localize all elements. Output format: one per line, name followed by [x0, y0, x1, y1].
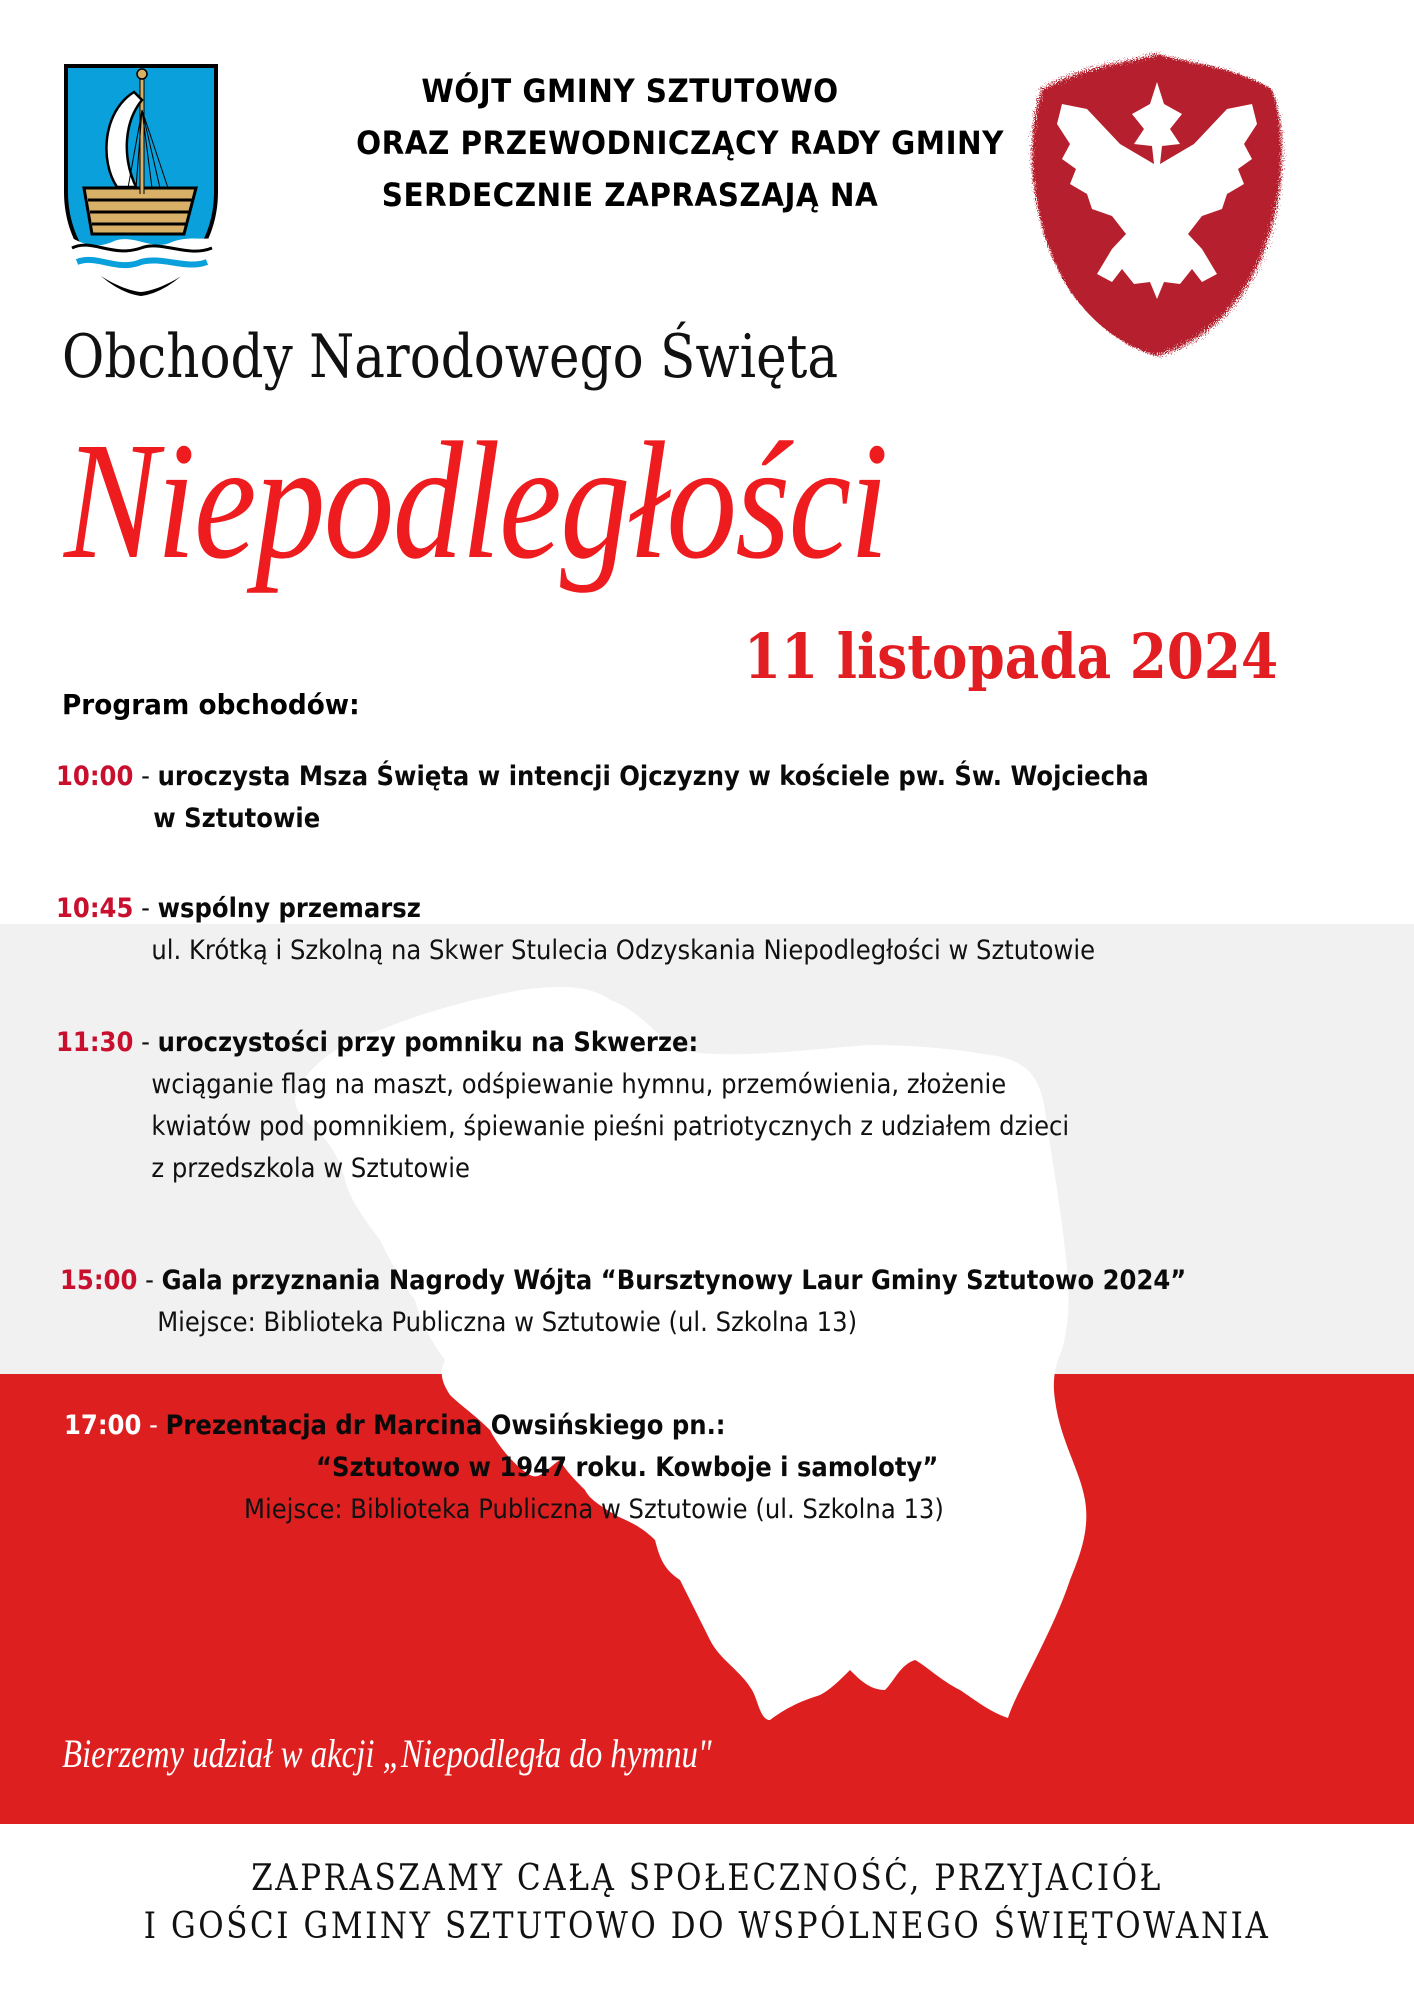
- entry-time: 15:00: [60, 1265, 138, 1296]
- entry-headline: wspólny przemarsz: [157, 893, 421, 924]
- polish-eagle-icon: [1012, 34, 1302, 364]
- program-entry: [56, 756, 1270, 840]
- entry-separator: -: [141, 893, 150, 924]
- entry-detail: ul. Krótką i Szkolną na Skwer Stulecia Odzyskania Niepodległości w Sztutowie: [151, 935, 1096, 966]
- event-date: 11 listopada 2024: [744, 620, 1279, 693]
- entry-headline-continued: w Sztutowie: [153, 803, 321, 834]
- footer-line-2: [0, 1906, 1414, 1947]
- program-entry: [56, 888, 1211, 972]
- entry-headline: uroczystości przy pomniku na Skwerze:: [157, 1027, 699, 1058]
- entry-time: 10:00: [56, 761, 134, 792]
- event-title: Niepodległości: [64, 408, 888, 594]
- campaign-slogan: Bierzemy udział w akcji „Niepodległa do hymnu": [62, 1731, 712, 1776]
- header-line-3: SERDECZNIE ZAPRASZAJĄ NA: [381, 176, 879, 214]
- entry-detail: z przedszkola w Sztutowie: [151, 1153, 470, 1184]
- entry-headline: uroczysta Msza Święta w intencji Ojczyzny w kościele pw. Św. Wojciecha: [157, 761, 1149, 792]
- entry-separator: -: [141, 761, 150, 792]
- program-heading: Program obchodów:: [62, 688, 360, 721]
- footer-line-1: [0, 1858, 1414, 1899]
- entry-time: 11:30: [56, 1027, 134, 1058]
- coat-of-arms-icon: [62, 62, 222, 302]
- header-line-2: ORAZ PRZEWODNICZĄCY RADY GMINY: [356, 124, 1004, 162]
- header-line-1: WÓJT GMINY SZTUTOWO: [421, 72, 839, 110]
- entry-location: Miejsce: Biblioteka Publiczna w Sztutowie (ul. Szkolna 13): [157, 1307, 858, 1338]
- event-subtitle: Obchody Narodowego Święta: [62, 322, 839, 392]
- entry-location: Miejsce: Biblioteka Publiczna w Sztutowie (ul. Szkolna 13): [244, 1494, 944, 1525]
- entry-detail: kwiatów pod pomnikiem, śpiewanie pieśni patriotycznych z udziałem dzieci: [151, 1111, 1070, 1142]
- entry-separator: -: [141, 1027, 150, 1058]
- entry-headline: Prezentacja dr Marcina Owsińskiego pn.:: [165, 1410, 726, 1441]
- footer-text: I GOŚCI GMINY SZTUTOWO DO WSPÓLNEGO ŚWIĘTOWANIA: [143, 1906, 1271, 1947]
- program-entry: [56, 1022, 1182, 1190]
- entry-headline: Gala przyznania Nagrody Wójta “Bursztynowy Laur Gminy Sztutowo 2024”: [161, 1265, 1187, 1296]
- entry-time: 17:00: [64, 1410, 142, 1441]
- entry-detail: wciąganie flag na maszt, odśpiewanie hymnu, przemówienia, złożenie: [151, 1069, 1007, 1100]
- program-entry: [64, 1405, 1042, 1531]
- footer-text: ZAPRASZAMY CAŁĄ SPOŁECZNOŚĆ, PRZYJACIÓŁ: [251, 1858, 1163, 1899]
- entry-separator: -: [145, 1265, 154, 1296]
- program-entry: [60, 1260, 1311, 1344]
- entry-separator: -: [149, 1410, 158, 1441]
- entry-time: 10:45: [56, 893, 134, 924]
- lecture-title: “Sztutowo w 1947 roku. Kowboje i samoloty”: [316, 1452, 939, 1483]
